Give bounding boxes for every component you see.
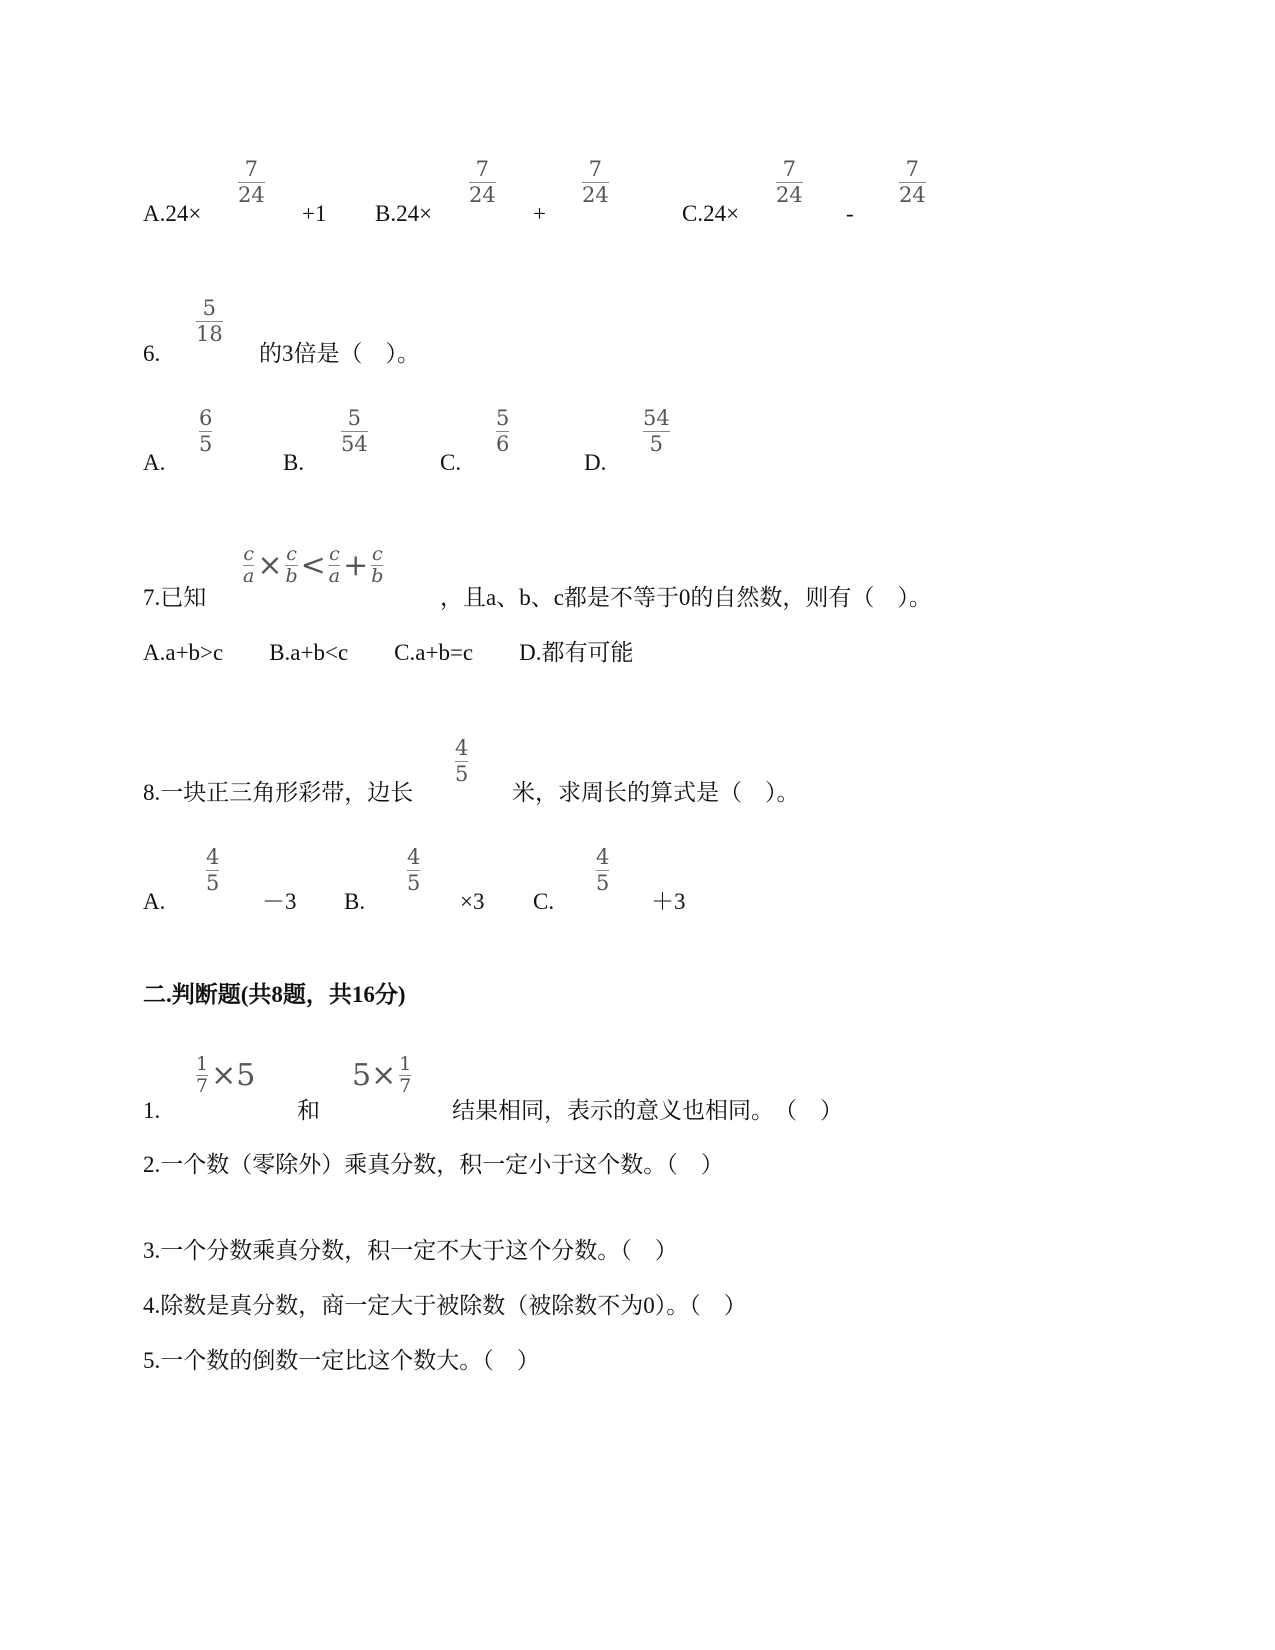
q6-option-d-fraction [643,407,670,455]
j1-and: 和 [297,1098,320,1123]
fraction-one-seventh-2: 1 7 [399,1053,412,1097]
q7-prefix: 7.已知 [143,585,207,610]
q7-inequality-formula [243,545,383,586]
fraction-one-seventh: 1 7 [196,1053,209,1097]
section-2-title: 二.判断题(共8题，共16分) [143,982,406,1007]
denominator: 5 [649,432,664,456]
q5-option-c-operator: - [846,201,854,226]
times-operator: × [257,548,283,583]
q6-option-b-fraction [341,407,368,455]
numerator: 4 [206,845,220,869]
q5-option-b-fraction-2 [582,158,609,206]
q8-option-c-tail: ＋3 [651,889,686,914]
denominator: 5 [596,871,610,895]
q8-suffix: 米，求周长的算式是（ ）。 [512,780,800,805]
numerator: 7 [244,157,259,181]
q8-option-c-fraction [596,846,609,894]
denominator: 5 [407,871,421,895]
q6-number: 6. [143,341,161,366]
q5-option-a-label: A.24× [143,201,202,226]
j5-statement: 5.一个数的倒数一定比这个数大。（ ） [143,1348,540,1373]
fraction-c-over-a: c a [243,543,255,587]
q6-option-d-label: D. [584,450,607,475]
q8-prefix: 8.一块正三角形彩带，边长 [143,780,414,805]
q8-option-b-label: B. [344,889,366,914]
j4-statement: 4.除数是真分数，商一定大于被除数（被除数不为0）。（ ） [143,1293,747,1318]
q8-fraction [455,737,468,785]
j1-expression-1 [196,1055,255,1096]
q7-suffix: ，且a、b、c都是不等于0的自然数，则有（ ）。 [440,585,932,610]
q5-option-a-tail: +1 [302,201,327,226]
q5-option-c-fraction-2 [899,158,926,206]
q5-option-a-fraction [238,158,265,206]
numerator: 7 [475,157,490,181]
q7-options: A.a+b>c B.a+b<c C.a+b=c D.都有可能 [143,640,634,665]
fraction-c-over-a-2: c a [328,543,341,587]
numerator: 7 [782,157,797,181]
numerator: 7 [905,157,920,181]
q5-option-b-label: B.24× [375,201,433,226]
denominator: 24 [776,183,803,207]
fraction-c-over-b: c b [285,543,298,587]
numerator: 4 [596,845,610,869]
q8-option-a-fraction [206,846,219,894]
denominator: 24 [238,183,265,207]
numerator: 6 [199,406,213,430]
q8-option-a-tail: －3 [262,889,297,914]
numerator: 7 [588,157,603,181]
denominator: 24 [469,183,496,207]
q8-option-b-tail: ×3 [460,889,485,914]
q5-option-c-fraction-1 [776,158,803,206]
q8-option-a-label: A. [143,889,166,914]
q5-option-c-label: C.24× [682,201,740,226]
q6-option-c-label: C. [440,450,462,475]
plus-operator: + [343,548,369,583]
fraction-c-over-b-2: c b [371,543,384,587]
numerator: 5 [347,406,362,430]
q6-option-c-fraction [496,407,509,455]
q8-option-b-fraction [407,846,420,894]
j1-text: 结果相同，表示的意义也相同。 （ ） [452,1098,843,1123]
denominator: 6 [496,432,510,456]
j3-statement: 3.一个分数乘真分数，积一定不大于这个分数。（ ） [143,1238,678,1263]
numerator: 4 [407,845,421,869]
numerator: 5 [496,406,510,430]
numerator: 5 [202,296,217,320]
j2-statement: 2.一个数（零除外）乘真分数，积一定小于这个数。（ ） [143,1152,724,1177]
q6-fraction [196,297,223,345]
denominator: 18 [196,322,223,346]
denominator: 54 [341,432,368,456]
denominator: 24 [899,183,926,207]
denominator: 5 [206,871,220,895]
q5-option-b-fraction-1 [469,158,496,206]
denominator: 24 [582,183,609,207]
q6-option-b-label: B. [283,450,305,475]
q8-option-c-label: C. [533,889,555,914]
denominator: 5 [199,432,213,456]
q6-question-text: 的3倍是（ ）。 [259,341,420,366]
q6-option-a-fraction [199,407,212,455]
numerator: 54 [643,406,670,430]
q5-option-b-operator: + [533,201,546,226]
less-than-operator: < [300,548,326,583]
j1-number: 1. [143,1098,161,1123]
q6-option-a-label: A. [143,450,166,475]
denominator: 5 [455,762,469,786]
j1-expression-2 [352,1055,411,1096]
times-five: ×5 [211,1058,256,1093]
numerator: 4 [455,736,469,760]
five-times: 5× [352,1058,397,1093]
